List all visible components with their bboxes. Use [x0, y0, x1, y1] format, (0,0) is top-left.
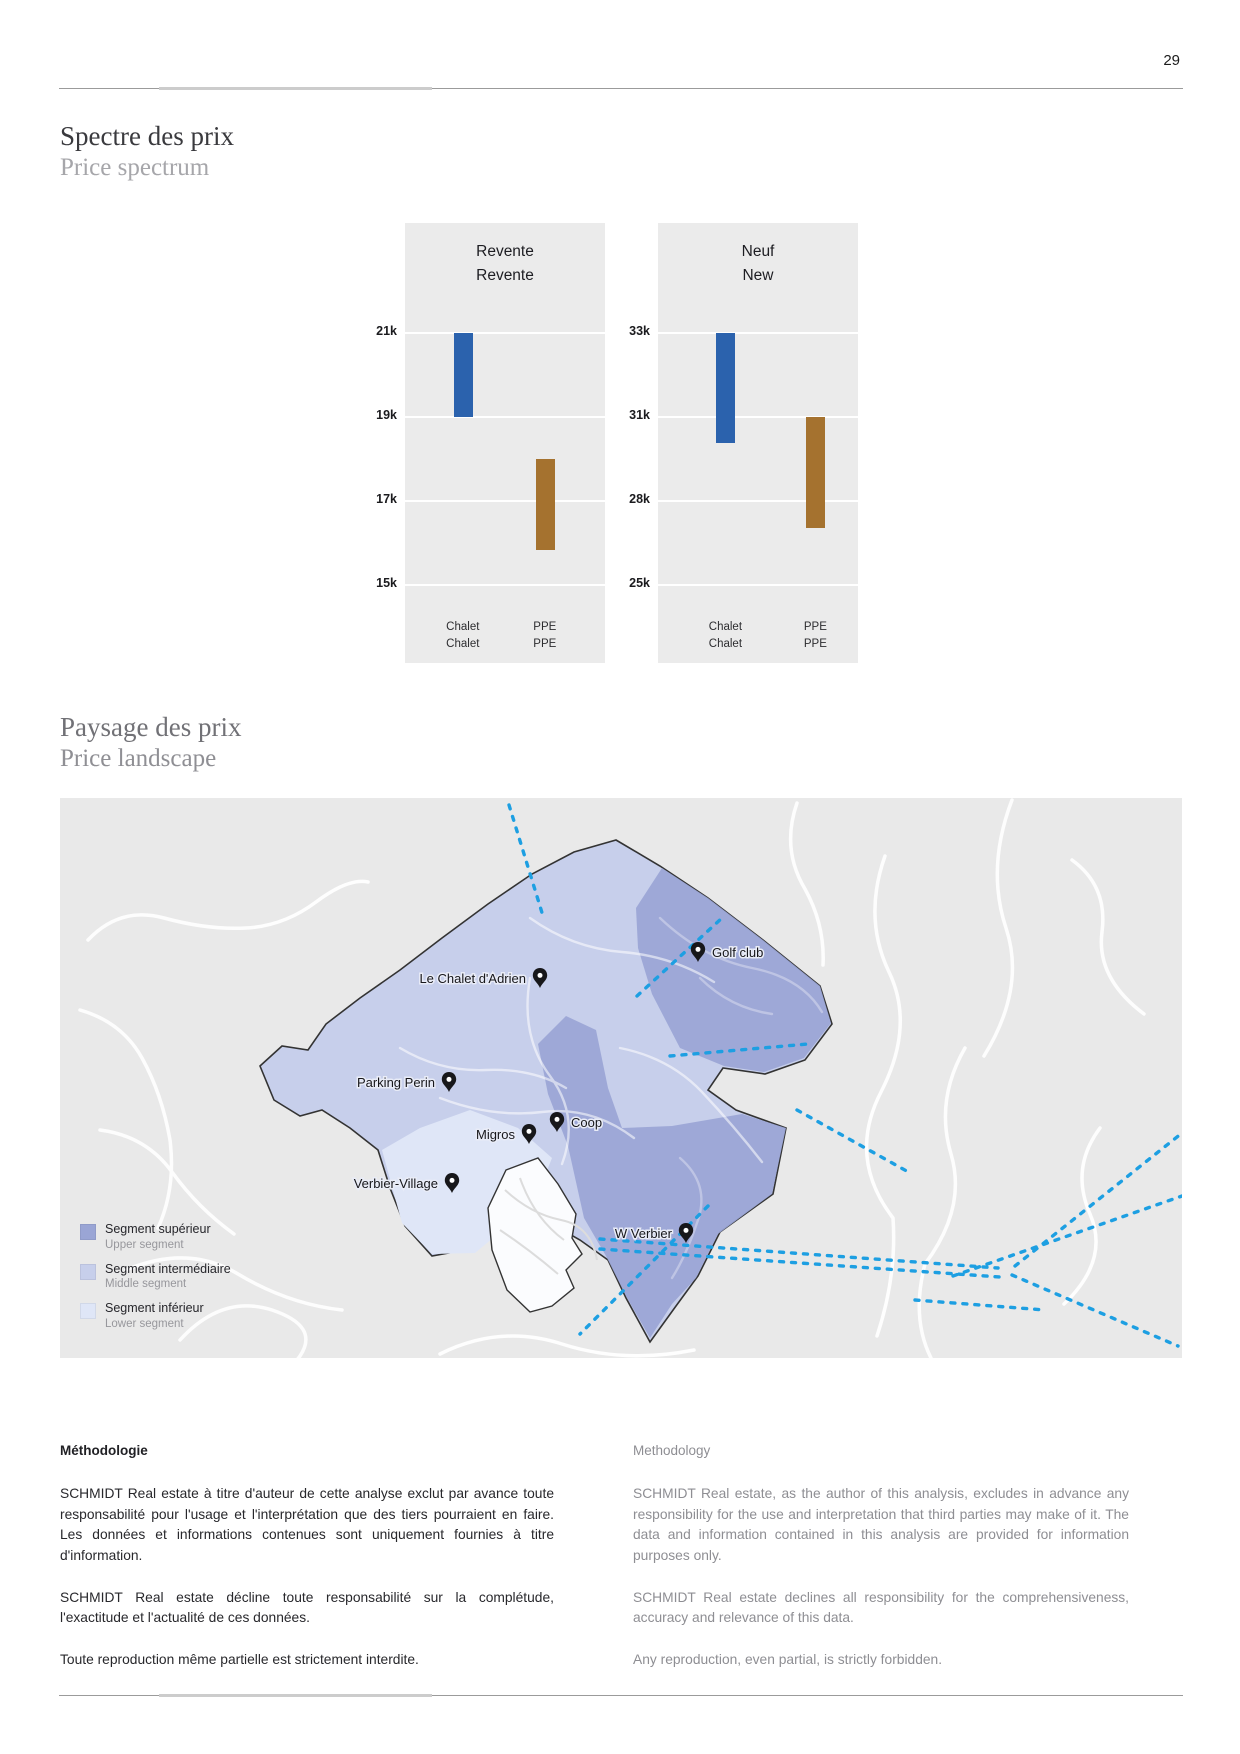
poi-label: Verbier-Village: [353, 1176, 438, 1191]
x-axis-label-ppe: PPE PPE: [533, 621, 557, 650]
y-tick: 33k: [629, 324, 650, 338]
methodology-paragraph: Any reproduction, even partial, is strictly forbidden.: [633, 1652, 943, 1668]
chart-title-fr: Revente: [476, 243, 534, 260]
gridline: [405, 500, 605, 502]
map-legend: [80, 1222, 231, 1341]
gridline: [658, 416, 858, 418]
range-bar-chalet: [454, 333, 473, 417]
methodology-paragraph: Toute reproduction même partielle est strictement interdite.: [60, 1652, 419, 1668]
methodology-paragraph: SCHMIDT Real estate décline toute responsabilité sur la complétude, l'exactitude et l'actualité de ces données.: [60, 1589, 554, 1626]
methodology-french: [60, 1443, 554, 1692]
poi-label: Migros: [475, 1127, 515, 1142]
gridline: [658, 500, 858, 502]
top-rule: [59, 88, 1183, 89]
y-tick: 15k: [376, 576, 397, 590]
section-title-fr: Paysage des prix: [60, 712, 242, 742]
methodology-paragraph: SCHMIDT Real estate à titre d'auteur de cette analyse exclut par avance toute responsabilité pour l'usage et l'interprétation que des tiers pourraient en faire. Les données et informations contenues sont uniquement fournies à titre d'information.: [60, 1486, 554, 1564]
top-rule-light-segment: [159, 87, 432, 90]
chart-panel-revente: [405, 223, 605, 663]
chart-title-en: New: [742, 267, 774, 285]
poi-label: Golf club: [712, 945, 764, 960]
section-title-fr: Spectre des prix: [60, 121, 234, 151]
gridline: [405, 416, 605, 418]
y-tick: 31k: [629, 408, 650, 422]
poi-label: W Verbier: [614, 1226, 672, 1241]
poi-label: Coop: [571, 1115, 603, 1130]
x-axis-label-chalet: Chalet Chalet: [708, 621, 743, 650]
price-landscape-map: [60, 798, 1182, 1358]
legend-item-middle: [80, 1262, 231, 1293]
y-tick: 19k: [376, 408, 397, 422]
methodology-english: [633, 1443, 1129, 1692]
section-title-price-spectrum: [60, 120, 234, 183]
y-tick: 17k: [376, 492, 397, 506]
y-tick: 21k: [376, 324, 397, 338]
chart-title-fr: Neuf: [741, 243, 775, 260]
legend-item-upper: [80, 1222, 231, 1253]
y-tick: 25k: [629, 576, 650, 590]
poi-label: Le Chalet d'Adrien: [419, 971, 526, 986]
bottom-rule: [59, 1695, 1183, 1696]
methodology-heading-fr: Méthodologie: [60, 1443, 148, 1458]
legend-swatch-upper: [80, 1224, 96, 1240]
section-title-en: Price landscape: [60, 744, 217, 772]
chart-panel-neuf: [658, 223, 858, 663]
legend-label-en: Middle segment: [105, 1278, 187, 1291]
gridline: [405, 584, 605, 586]
gridline: [658, 332, 858, 334]
legend-label-en: Lower segment: [105, 1317, 184, 1330]
section-title-price-landscape: [60, 711, 241, 774]
legend-label-fr: Segment intermédiaire: [105, 1261, 231, 1276]
bottom-rule-light-segment: [159, 1694, 432, 1697]
chart-title: [405, 240, 605, 288]
legend-item-lower: [80, 1301, 231, 1332]
gridline: [658, 584, 858, 586]
range-bar-ppe: [536, 459, 555, 550]
x-axis-label-ppe: PPE PPE: [803, 621, 827, 650]
methodology-paragraph: SCHMIDT Real estate declines all responsibility for the comprehensiveness, accuracy and relevance of this data.: [633, 1589, 1129, 1626]
chart-title-en: Revente: [476, 267, 534, 285]
legend-label-fr: Segment supérieur: [105, 1222, 211, 1236]
gridline: [405, 332, 605, 334]
poi-coop: [550, 1112, 602, 1132]
legend-swatch-middle: [80, 1264, 96, 1280]
legend-label-en: Upper segment: [105, 1238, 184, 1251]
y-tick: 28k: [629, 492, 650, 506]
page-number: 29: [1163, 52, 1180, 69]
methodology-heading-en: Methodology: [633, 1443, 711, 1458]
methodology-paragraph: SCHMIDT Real estate, as the author of this analysis, excludes in advance any responsibility for the use and interpretation that third parties may make of it. The data and information contained in this analysis are provided for information purposes only.: [633, 1486, 1129, 1564]
x-axis-label-chalet: Chalet Chalet: [446, 621, 480, 650]
range-bar-chalet: [716, 333, 735, 443]
legend-swatch-lower: [80, 1303, 96, 1319]
chart-title: [658, 240, 858, 288]
poi-label: Parking Perin: [356, 1075, 435, 1090]
range-bar-ppe: [806, 417, 825, 528]
legend-label-fr: Segment inférieur: [105, 1301, 204, 1316]
section-title-en: Price spectrum: [60, 153, 210, 181]
